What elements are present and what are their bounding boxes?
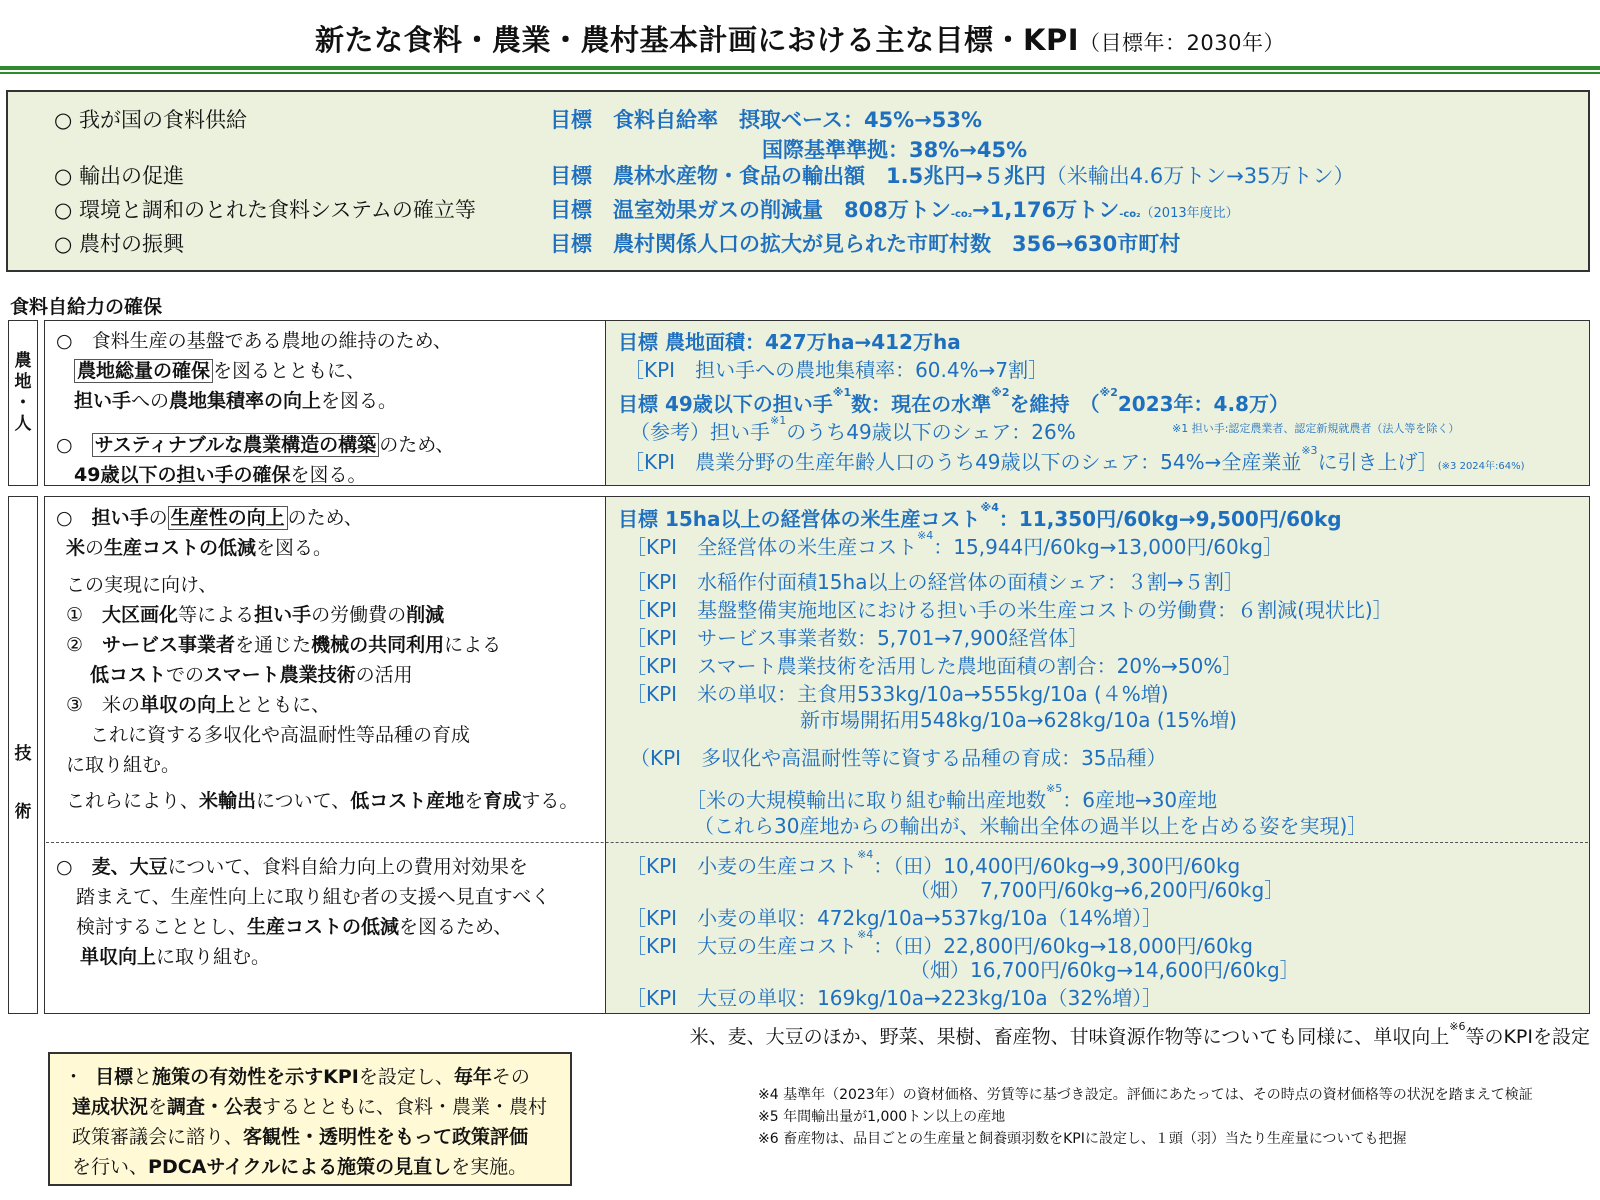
goal-ghg-reduction: 目標 温室効果ガスの削減量 808万トン-co₂→1,176万トン-co₂（2013年度比）	[550, 198, 1239, 222]
eval-line-1: ・ 目標と施策の有効性を示すKPIを設定し、毎年その	[64, 1066, 530, 1088]
goal-label-rural: ○ 農村の振興	[54, 232, 184, 256]
wheat-soy-text-3: 検討することとし、生産コストの低減を図るため、	[76, 916, 513, 938]
footnote-6: ※6 畜産物は、品目ごとの生産量と飼養頭羽数をKPIに設定し、１頭（羽）当たり生産量についても把握	[758, 1131, 1407, 1147]
goal-label-export: ○ 輸出の促進	[54, 164, 184, 188]
goal-food-self-sufficiency-intl: 国際基準準拠：38%→45%	[762, 138, 1028, 162]
tech-text-5: ② サービス事業者を通じた機械の共同利用による	[66, 634, 502, 656]
section-label-farmland-people: 農 地 ・ 人	[8, 320, 38, 486]
wheat-soy-text-2: 踏まえて、生産性向上に取り組む者の支援へ見直すべく	[76, 886, 551, 908]
export-region-note: （これら30産地からの輸出が、米輸出全体の過半以上を占める姿を実現)］	[694, 814, 1368, 838]
goal-farmland-area: 目標 農地面積：427万ha→412万ha	[618, 330, 961, 354]
farmland-text-4: ○ サスティナブルな農業構造の構築 のため、	[56, 434, 455, 456]
goal-rice-cost: 目標 15ha以上の経営体の米生産コスト$^{※4}$：11,350円/60kg→9,500円/60kg	[618, 501, 1342, 531]
kpi-wheat-yield: ［KPI 小麦の単収：472kg/10a→537kg/10a（14%増）］	[626, 906, 1163, 930]
page-title	[0, 18, 1600, 59]
title-rule-thick	[0, 66, 1600, 70]
eval-line-4: を行い、PDCAサイクルによる施策の見直しを実施。	[72, 1156, 528, 1178]
goal-rural-population: 目標 農村関係人口の拡大が見られた市町村数 356→630市町村	[550, 232, 1181, 256]
note-farmer-definition: ※1 担い手:認定農業者、認定新規就農者（法人等を除く）	[1172, 422, 1460, 435]
kpi-soy-yield: ［KPI 大豆の単収：169kg/10a→223kg/10a（32%増）］	[626, 986, 1163, 1010]
kpi-soy-cost-field: （畑）16,700円/60kg→14,600円/60kg］	[910, 958, 1300, 982]
tech-text-2: 米の生産コストの低減を図る。	[66, 537, 333, 559]
tech-text-4: ① 大区画化等による担い手の労働費の削減	[66, 604, 445, 626]
kpi-soy-cost: ［KPI 大豆の生産コスト$^{※4}$：（田）22,800円/60kg→18,000円/60kg	[626, 928, 1253, 958]
farmland-text-5: 49歳以下の担い手の確保を図る。	[74, 464, 367, 486]
kpi-large-farm-share: ［KPI 水稲作付面積15ha以上の経営体の面積シェア：３割→５割］	[626, 570, 1244, 594]
wheat-soy-text-1: ○ 麦、大豆について、食料自給力向上の費用対効果を	[56, 856, 528, 878]
kpi-variety-development: （KPI 多収化や高温耐性等に資する品種の育成：35品種）	[630, 746, 1167, 770]
title-main: 新たな食料・農業・農村基本計画における主な目標・KPI	[315, 23, 1080, 57]
kpi-wheat-cost-field: （畑） 7,700円/60kg→6,200円/60kg］	[910, 878, 1285, 902]
section-label-technology: 技 術	[8, 496, 38, 1014]
goal-young-farmers: 目標 49歳以下の担い手$^{※1}$数：現在の水準$^{※2}$を維持 （$^{※2}$2023年：4.8万）	[618, 386, 1289, 416]
farmland-text-2: 農地総量の確保 を図るとともに、	[74, 356, 365, 383]
farmland-text-3: 担い手への農地集積率の向上を図る。	[74, 390, 398, 412]
kpi-farmland-concentration: ［KPI 担い手への農地集積率：60.4%→7割］	[624, 358, 1049, 382]
reference-young-share: （参考）担い手$^{※1}$のうち49歳以下のシェア：26%	[630, 414, 1076, 444]
eval-line-2: 達成状況を調査・公表するとともに、食料・農業・農村	[72, 1096, 548, 1118]
tech-text-9: に取り組む。	[66, 754, 181, 776]
other-crops-note: 米、麦、大豆のほか、野菜、果樹、畜産物、甘味資源作物等についても同様に、単収向上$^{※6}$等のKPIを設定	[689, 1020, 1590, 1048]
eval-line-3: 政策審議会に諮り、客観性・透明性をもって政策評価	[72, 1126, 529, 1148]
kpi-labor-cost: ［KPI 基盤整備実施地区における担い手の米生産コストの労働費：６割減(現状比)］	[626, 598, 1393, 622]
goal-label-food-supply: ○ 我が国の食料供給	[54, 108, 247, 132]
title-year: （目標年：2030年）	[1079, 31, 1285, 55]
kpi-service-providers: ［KPI サービス事業者数：5,701→7,900経営体］	[626, 626, 1089, 650]
goal-food-self-sufficiency: 目標 食料自給率 摂取ベース：45%→53%	[550, 108, 983, 132]
kpi-rice-cost-all: ［KPI 全経営体の米生産コスト$^{※4}$：15,944円/60kg→13,000円/60kg］	[626, 529, 1283, 559]
goal-export: 目標 農林水産物・食品の輸出額 1.5兆円→５兆円（米輸出4.6万トン→35万トン）	[550, 164, 1355, 188]
tech-text-3: この実現に向け、	[66, 574, 218, 596]
export-region-count: ［米の大規模輸出に取り組む輸出産地数$^{※5}$：6産地→30産地	[686, 782, 1218, 812]
tech-text-8: これに資する多収化や高温耐性等品種の育成	[90, 724, 471, 746]
kpi-young-share-agri: ［KPI 農業分野の生産年齢人口のうち49歳以下のシェア：54%→全産業並$^{※3}$に引き上げ］(※3 2024年:64%)	[624, 444, 1525, 474]
kpi-rice-yield-new-market: 新市場開拓用548kg/10a→628kg/10a (15%増)	[800, 708, 1237, 732]
tech-text-7: ③ 米の単収の向上とともに、	[66, 694, 331, 716]
kpi-rice-yield: ［KPI 米の単収：主食用533kg/10a→555kg/10a (４%増)	[626, 682, 1169, 706]
title-rule-thin	[0, 72, 1600, 74]
wheat-soy-text-4: 単収向上に取り組む。	[80, 946, 271, 968]
tech-text-10: これらにより、米輸出について、低コスト産地を育成する。	[66, 790, 579, 812]
footnote-5: ※5 年間輸出量が1,000トン以上の産地	[758, 1109, 1006, 1125]
kpi-wheat-cost: ［KPI 小麦の生産コスト$^{※4}$：（田）10,400円/60kg→9,300円/60kg	[626, 848, 1241, 878]
section-title: 食料自給力の確保	[10, 296, 163, 318]
tech-text-1: ○ 担い手の 生産性の向上 のため、	[56, 507, 363, 529]
footnote-4: ※4 基準年（2023年）の資材価格、労賃等に基づき設定。評価にあたっては、その時点の資材価格等の状況を踏まえて検証	[758, 1087, 1533, 1103]
tech-text-6: 低コストでのスマート農業技術の活用	[90, 664, 413, 686]
farmland-text-1: ○ 食料生産の基盤である農地の維持のため、	[56, 330, 452, 352]
rice-wheat-divider	[46, 842, 1588, 843]
goal-label-environment: ○ 環境と調和のとれた食料システムの確立等	[54, 198, 476, 222]
kpi-smart-agri-share: ［KPI スマート農業技術を活用した農地面積の割合：20%→50%］	[626, 654, 1243, 678]
